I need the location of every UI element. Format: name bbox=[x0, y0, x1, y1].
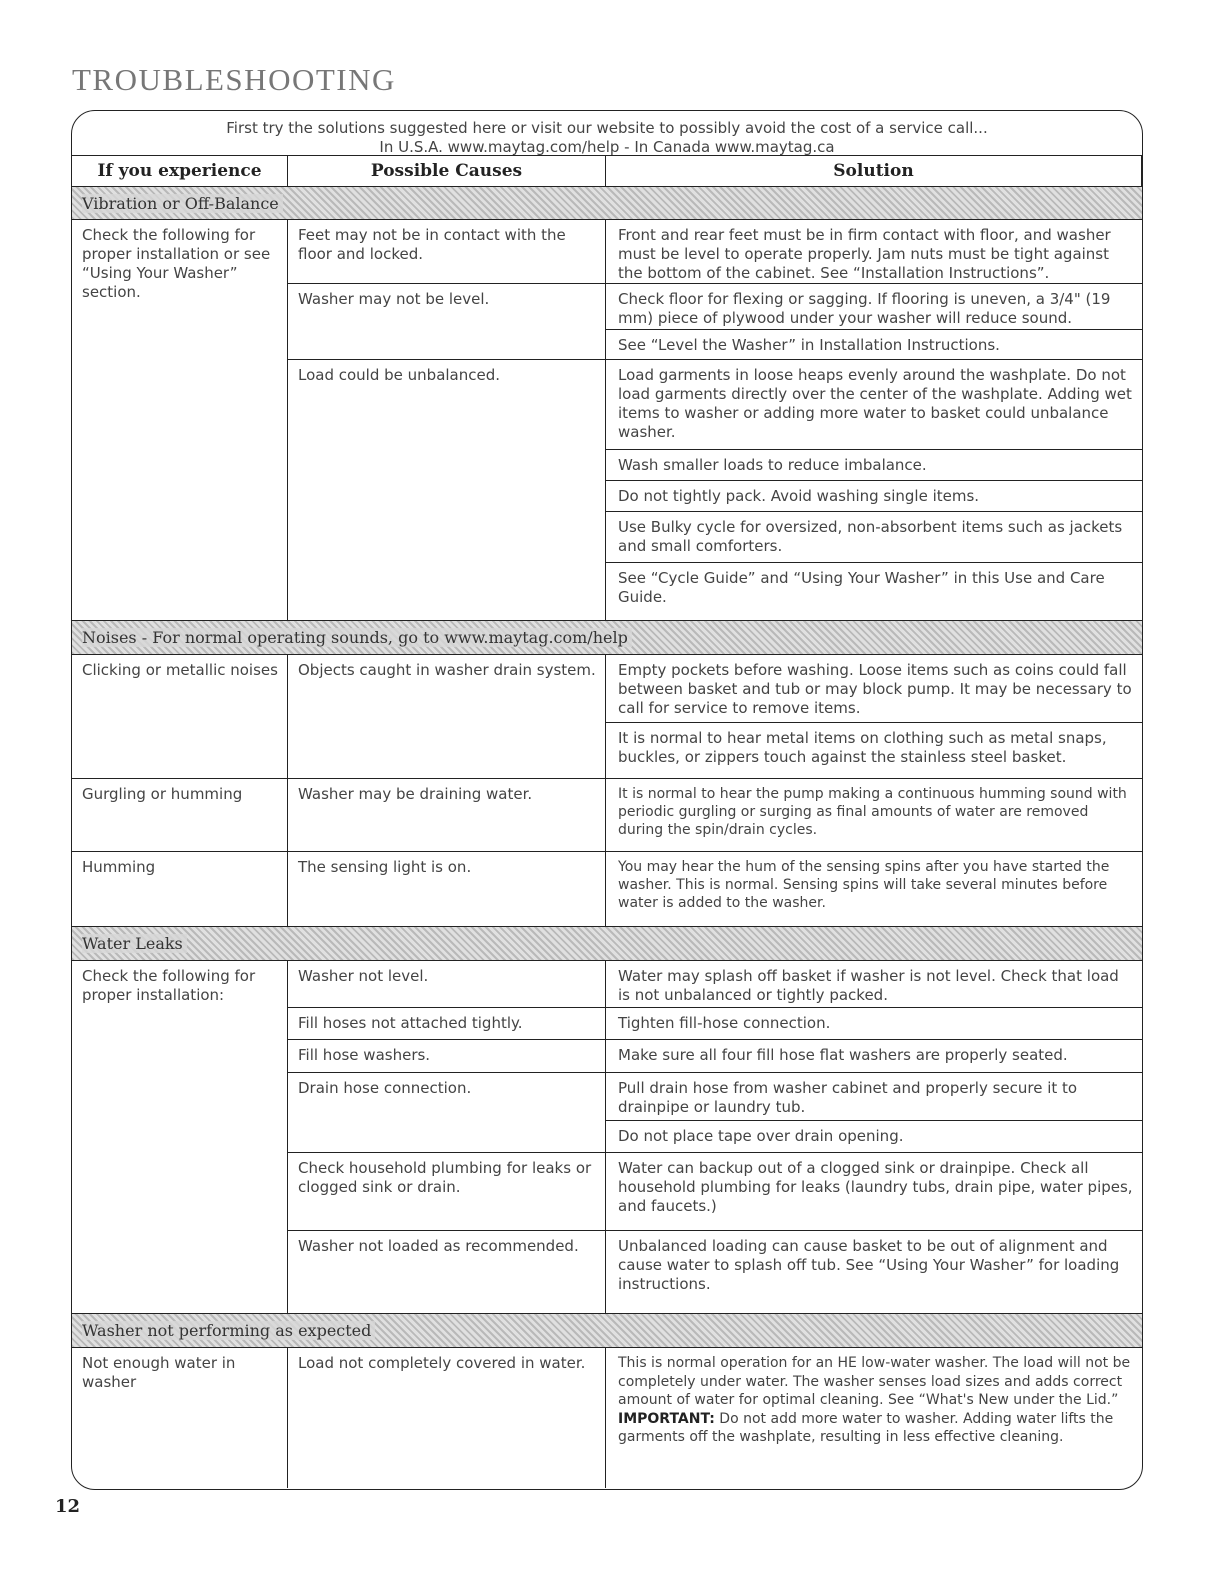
solution-cell: Do not place tape over drain opening. bbox=[606, 1121, 1142, 1153]
cause-cell: Washer not loaded as recommended. bbox=[298, 1237, 579, 1255]
intro-line-1: First try the solutions suggested here or visit our website to possibly avoid the cost of a service call... bbox=[226, 119, 988, 137]
solution-cell bbox=[606, 1348, 1142, 1488]
experience-cell: Gurgling or humming bbox=[72, 779, 288, 851]
causes-column bbox=[288, 220, 606, 620]
solution-cell: Wash smaller loads to reduce imbalance. bbox=[606, 450, 1142, 481]
solution-cell: Unbalanced loading can cause basket to be out of alignment and cause water to splash off tub. See “Using Your Washer” for loading instructions. bbox=[618, 1237, 1120, 1293]
table-row bbox=[72, 852, 1142, 927]
intro-text bbox=[72, 111, 1142, 155]
solution-cell: Water can backup out of a clogged sink or drainpipe. Check all household plumbing for leaks (laundry tubs, drain pipe, water pipes, and faucets.) bbox=[606, 1153, 1142, 1231]
cause-cell: Washer may be draining water. bbox=[288, 779, 606, 851]
solution-cell: Make sure all four fill hose flat washers are properly seated. bbox=[606, 1040, 1142, 1073]
troubleshooting-table bbox=[71, 110, 1143, 1490]
cause-cell: Objects caught in washer drain system. bbox=[288, 655, 606, 778]
table-row bbox=[72, 1348, 1142, 1488]
experience-cell: Not enough water in washer bbox=[72, 1348, 288, 1488]
solution-cell: Front and rear feet must be in firm contact with floor, and washer must be level to operate properly. Jam nuts must be tight against the bottom of the cabinet. See “Installation Instructions”. bbox=[606, 220, 1142, 284]
table-row bbox=[72, 961, 1142, 1314]
table-grid bbox=[72, 155, 1142, 1488]
cause-cell: Washer not level. bbox=[288, 961, 605, 1008]
solution-cell: It is normal to hear metal items on clothing such as metal snaps, buckles, or zippers touch against the stainless steel basket. bbox=[618, 729, 1107, 766]
table-row bbox=[72, 655, 1142, 779]
experience-cell: Check the following for proper installation: bbox=[72, 961, 288, 1313]
page-number: 12 bbox=[55, 1496, 81, 1517]
important-text: Do not add more water to washer. Adding water lifts the garments off the washplate, resulting in less effective cleaning. bbox=[618, 1410, 1114, 1445]
cause-cell: Load could be unbalanced. bbox=[298, 366, 501, 384]
solutions-column bbox=[606, 220, 1142, 620]
table-row bbox=[72, 220, 1142, 621]
solution-cell: See “Cycle Guide” and “Using Your Washer” in this Use and Care Guide. bbox=[618, 569, 1105, 606]
section-header-performance: Washer not performing as expected bbox=[72, 1314, 1142, 1348]
important-label: IMPORTANT: bbox=[618, 1410, 715, 1427]
solution-cell: It is normal to hear the pump making a continuous humming sound with periodic gurgling or surging as final amounts of water are removed during the spin/drain cycles. bbox=[618, 786, 1127, 838]
intro-line-2: In U.S.A. www.maytag.com/help - In Canada www.maytag.ca bbox=[379, 138, 835, 156]
header-causes: Possible Causes bbox=[288, 156, 606, 186]
page-title: TROUBLESHOOTING bbox=[72, 62, 396, 97]
experience-cell: Humming bbox=[72, 852, 288, 926]
cause-cell: Drain hose connection. bbox=[288, 1073, 605, 1153]
solution-cell: Empty pockets before washing. Loose items such as coins could fall between basket and tub or may block pump. It may be necessary to call for service to remove items. bbox=[606, 655, 1142, 723]
cause-cell: Feet may not be in contact with the floor and locked. bbox=[288, 220, 605, 284]
solutions-column bbox=[606, 961, 1142, 1313]
solution-cell: Do not tightly pack. Avoid washing single items. bbox=[606, 481, 1142, 512]
solution-cell: See “Level the Washer” in Installation Instructions. bbox=[606, 330, 1142, 360]
solution-cell: Pull drain hose from washer cabinet and properly secure it to drainpipe or laundry tub. bbox=[606, 1073, 1142, 1121]
cause-cell: Washer may not be level. bbox=[288, 284, 605, 360]
solution-text: This is normal operation for an HE low-water washer. The load will not be completely under water. The washer senses load sizes and adds correct amount of water for optimal cleaning. See “What's New under the Lid.” bbox=[618, 1355, 1131, 1408]
cause-cell: Fill hoses not attached tightly. bbox=[288, 1008, 605, 1040]
experience-cell: Check the following for proper installation or see “Using Your Washer” section. bbox=[72, 220, 288, 620]
cause-cell: The sensing light is on. bbox=[288, 852, 606, 926]
section-header-vibration: Vibration or Off-Balance bbox=[72, 186, 1142, 220]
header-experience: If you experience bbox=[72, 156, 288, 186]
experience-cell: Clicking or metallic noises bbox=[72, 655, 288, 778]
solution-cell: Load garments in loose heaps evenly around the washplate. Do not load garments directly over the center of the washplate. Adding wet items to washer or adding more water to basket could unbalance washer. bbox=[606, 360, 1142, 450]
cause-cell: Fill hose washers. bbox=[288, 1040, 605, 1073]
header-solution: Solution bbox=[606, 156, 1142, 186]
solution-cell: Check floor for flexing or sagging. If flooring is uneven, a 3/4" (19 mm) piece of plywood under your washer will reduce sound. bbox=[606, 284, 1142, 330]
cause-cell: Load not completely covered in water. bbox=[288, 1348, 606, 1488]
cause-cell: Check household plumbing for leaks or clogged sink or drain. bbox=[288, 1153, 605, 1231]
solutions-column bbox=[606, 655, 1142, 778]
causes-column bbox=[288, 961, 606, 1313]
section-header-water-leaks: Water Leaks bbox=[72, 927, 1142, 961]
solution-cell: You may hear the hum of the sensing spins after you have started the washer. This is normal. Sensing spins will take several minutes before water is added to the washer. bbox=[618, 859, 1110, 911]
section-header-noises: Noises - For normal operating sounds, go to www.maytag.com/help bbox=[72, 621, 1142, 655]
solution-cell: Tighten fill-hose connection. bbox=[606, 1008, 1142, 1040]
solution-cell: Use Bulky cycle for oversized, non-absorbent items such as jackets and small comforters. bbox=[606, 512, 1142, 563]
solution-cell: Water may splash off basket if washer is not level. Check that load is not unbalanced or tightly packed. bbox=[606, 961, 1142, 1008]
table-row bbox=[72, 779, 1142, 852]
